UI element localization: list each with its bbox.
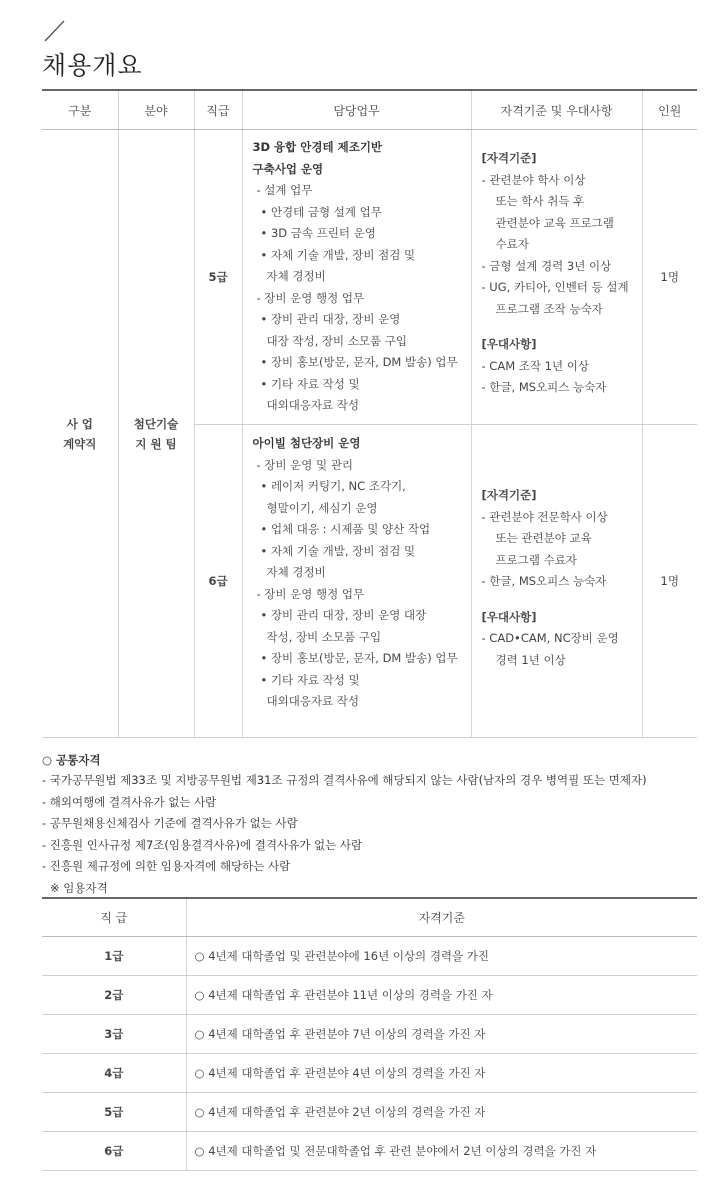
recruitment-table-header [42, 90, 697, 130]
duty-line: 대장 작성, 장비 소모품 구입 [266, 333, 407, 348]
preference-line: 경력 1년 이상 [495, 652, 566, 667]
qualification-line: 프로그램 조작 능숙자 [495, 301, 603, 316]
grade-cell: 5급 [42, 1093, 186, 1132]
grade-cell: 4급 [42, 1054, 186, 1093]
qualification-line: 관련분야 교육 프로그램 [495, 215, 614, 230]
field-cell [118, 130, 194, 738]
header-count: 인원 [642, 90, 697, 130]
criteria-table-header [42, 898, 697, 937]
preference-heading: [우대사항] [481, 609, 537, 624]
common-item: - 국가공무원법 제33조 및 지방공무원법 제31조 규정의 결격사유에 해당되지 않는 사람(남자의 경우 병역필 또는 면제자) [42, 773, 647, 787]
qualification-line: - 관련분야 전문학사 이상 [481, 509, 608, 524]
criteria-cell: ○ 4년제 대학졸업 후 관련분야 2년 이상의 경력을 가진 자 [186, 1093, 697, 1132]
page-title: 채용개요 [42, 51, 143, 80]
duty-cell [242, 425, 471, 738]
grade-cell: 3급 [42, 1015, 186, 1054]
field-line: 지 원 팀 [135, 436, 177, 451]
table-row [42, 1093, 697, 1132]
grade-cell: 6급 [42, 1132, 186, 1171]
duty-line: • 자체 기술 개발, 장비 점검 및 [260, 247, 416, 262]
duty-line: - 장비 운영 행정 업무 [256, 290, 365, 305]
duty-line: • 레이저 커팅기, NC 조각기, [260, 479, 406, 493]
field-line: 첨단기술 [133, 416, 179, 431]
duty-line: • 장비 홍보(방문, 문자, DM 발송) 업무 [260, 651, 458, 665]
grade-cell: 6급 [194, 425, 242, 738]
table-row [42, 1015, 697, 1054]
qualification-line: 또는 학사 취득 후 [495, 194, 585, 208]
header-field: 분야 [118, 90, 194, 130]
qualification-line: - 관련분야 학사 이상 [481, 172, 586, 187]
criteria-cell: ○ 4년제 대학졸업 후 관련분야 11년 이상의 경력을 가진 자 [186, 976, 697, 1015]
grade-cell: 5급 [194, 130, 242, 425]
duty-title: 아이빌 첨단장비 운영 [252, 436, 361, 450]
slash-decoration-icon [42, 18, 68, 44]
preference-heading: [우대사항] [481, 337, 537, 351]
qualification-line: 또는 관련분야 교육 [495, 531, 592, 545]
duty-line: 작성, 장비 소모품 구입 [266, 629, 382, 644]
duty-line: • 장비 관리 대장, 장비 운영 대장 [260, 608, 427, 622]
qualification-cell [471, 130, 642, 425]
table-row [42, 1132, 697, 1171]
criteria-cell: ○ 4년제 대학졸업 및 관련분야에 16년 이상의 경력을 가진 [186, 937, 697, 976]
qualification-heading: [자격기준] [481, 488, 537, 502]
duty-line: 자체 경정비 [266, 269, 326, 283]
header-category: 구분 [42, 90, 118, 130]
qualification-line: - UG, 카티아, 인벤터 등 설계 [481, 280, 629, 294]
table-row-grade5 [42, 130, 697, 425]
header-qualification: 자격기준 및 우대사항 [471, 90, 642, 130]
category-cell [42, 130, 118, 738]
table-row [42, 976, 697, 1015]
criteria-cell: ○ 4년제 대학졸업 후 관련분야 4년 이상의 경력을 가진 자 [186, 1054, 697, 1093]
count-cell: 1명 [642, 130, 697, 425]
grade-cell: 1급 [42, 937, 186, 976]
duty-line: • 3D 금속 프린터 운영 [260, 226, 376, 240]
table-row [42, 1054, 697, 1093]
duty-line: 형말이기, 세심기 운영 [266, 500, 378, 515]
header-grade: 직급 [194, 90, 242, 130]
grade-cell: 2급 [42, 976, 186, 1015]
duty-line: 대외대응자료 작성 [266, 694, 360, 708]
duty-line: - 장비 운영 및 관리 [256, 457, 354, 472]
appointment-criteria-table [42, 897, 697, 1171]
header-duty: 담당업무 [242, 90, 471, 130]
header-grade: 직 급 [42, 898, 186, 937]
preference-line: - CAM 조작 1년 이상 [481, 358, 589, 373]
common-title: ○ 공통자격 [42, 753, 101, 767]
duty-cell [242, 130, 471, 425]
criteria-cell: ○ 4년제 대학졸업 및 전문대학졸업 후 관련 분야에서 2년 이상의 경력을 가진 자 [186, 1132, 697, 1171]
common-item: - 진흥원 인사규정 제7조(임용결격사유)에 결격사유가 없는 사람 [42, 837, 363, 852]
common-item: - 해외여행에 결격사유가 없는 사람 [42, 794, 217, 809]
common-qualifications [42, 750, 647, 899]
category-line: 사 업 [66, 416, 93, 431]
duty-line: • 기타 자료 작성 및 [260, 376, 360, 391]
duty-line: • 안경테 금형 설계 업무 [260, 204, 382, 219]
header-criteria: 자격기준 [186, 898, 697, 937]
appointment-note: ※ 임용자격 [50, 880, 108, 895]
duty-line: • 장비 관리 대장, 장비 운영 [260, 312, 401, 326]
duty-title: 3D 융합 안경테 제조기반 [252, 140, 383, 154]
duty-line: 대외대응자료 작성 [266, 398, 360, 412]
duty-line: • 장비 홍보(방문, 문자, DM 발송) 업무 [260, 355, 458, 369]
qualification-heading: [자격기준] [481, 151, 537, 165]
common-item: - 진흥원 제규정에 의한 임용자격에 해당하는 사람 [42, 859, 291, 873]
duty-title: 구축사업 운영 [252, 161, 324, 176]
preference-line: - CAD•CAM, NC장비 운영 [481, 631, 619, 645]
duty-line: - 장비 운영 행정 업무 [256, 586, 365, 601]
duty-line: • 업체 대응 : 시제품 및 양산 작업 [260, 522, 431, 536]
qualification-line: - 한글, MS오피스 능숙자 [481, 574, 607, 588]
count-cell: 1명 [642, 425, 697, 738]
recruitment-table [42, 89, 697, 738]
qualification-line: 수료자 [495, 237, 529, 251]
duty-line: - 설계 업무 [256, 183, 313, 197]
table-row [42, 937, 697, 976]
duty-line: • 기타 자료 작성 및 [260, 672, 360, 687]
common-item: - 공무원채용신체검사 기준에 결격사유가 없는 사람 [42, 816, 298, 830]
duty-line: 자체 경정비 [266, 565, 326, 579]
duty-line: • 자체 기술 개발, 장비 점검 및 [260, 543, 416, 558]
category-line: 계약직 [63, 436, 97, 451]
qualification-line: 프로그램 수료자 [495, 552, 577, 567]
qualification-line: - 금형 설계 경력 3년 이상 [481, 258, 612, 273]
preference-line: - 한글, MS오피스 능숙자 [481, 380, 607, 394]
criteria-cell: ○ 4년제 대학졸업 후 관련분야 7년 이상의 경력을 가진 자 [186, 1015, 697, 1054]
qualification-cell [471, 425, 642, 738]
